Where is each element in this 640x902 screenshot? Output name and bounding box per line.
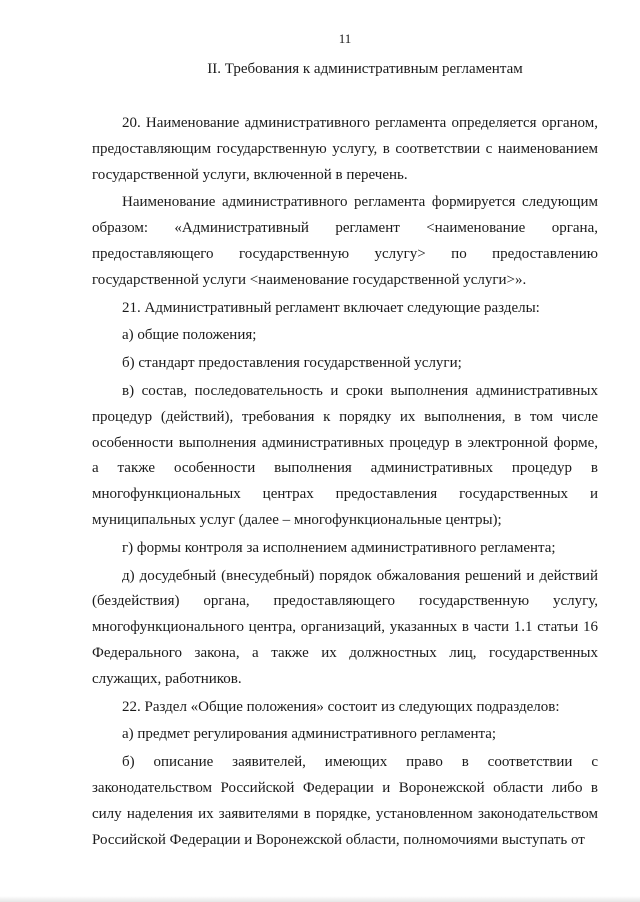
list-item-a-general: а) общие положения; — [122, 327, 257, 344]
paragraph-22: 22. Раздел «Общие положения» состоит из следующих подразделов: — [122, 698, 560, 715]
paragraph-20-naming: Наименование административного регламента формируется следующим образом: «Административный регламент <наименование органа, предоставляющего государственную услугу> по предоставлению государственной услуги <наименование государственной услуги>». — [92, 194, 598, 288]
list-item-v-procedures: в) состав, последовательность и сроки выполнения административных процедур (действий), требования к порядку их выполнения, в том числе особенности выполнения административных процедур в электронной форме, а также особенности выполнения административных процедур в многофункциональных центрах предоставления государственных и муниципальных услуг (далее – многофункциональные центры); — [92, 382, 598, 528]
list-item-a-subject: а) предмет регулирования административного регламента; — [122, 726, 497, 743]
page-number: 11 — [338, 31, 352, 46]
list-item-b-standard: б) стандарт предоставления государственной услуги; — [122, 355, 462, 372]
list-item-d-appeal: д) досудебный (внесудебный) порядок обжалования решений и действий (бездействия) органа, предоставляющего государственную услугу, многофункционального центра, организаций, указанных в части 1.1 статьи 16 Федерального закона, а также их должностных лиц, государственных служащих, работников. — [92, 567, 598, 687]
paragraph-21: 21. Административный регламент включает следующие разделы: — [122, 299, 540, 316]
scan-edge-shadow — [0, 896, 640, 902]
paragraph-20: 20. Наименование административного регламента определяется органом, предоставляющим государственную услугу, в соответствии с наименованием государственной услуги, включенной в перечень. — [92, 115, 598, 183]
document-body — [92, 111, 598, 853]
section-title: II. Требования к административным регламентам — [207, 61, 523, 77]
list-item-b-applicants: б) описание заявителей, имеющих право в соответствии с законодательством Российской Федерации и Воронежской области либо в силу наделения их заявителями в порядке, установленном законодательством Российской Федерации и Воронежской области, полномочиями выступать от — [92, 754, 598, 848]
list-item-g-control: г) формы контроля за исполнением административного регламента; — [122, 539, 556, 556]
